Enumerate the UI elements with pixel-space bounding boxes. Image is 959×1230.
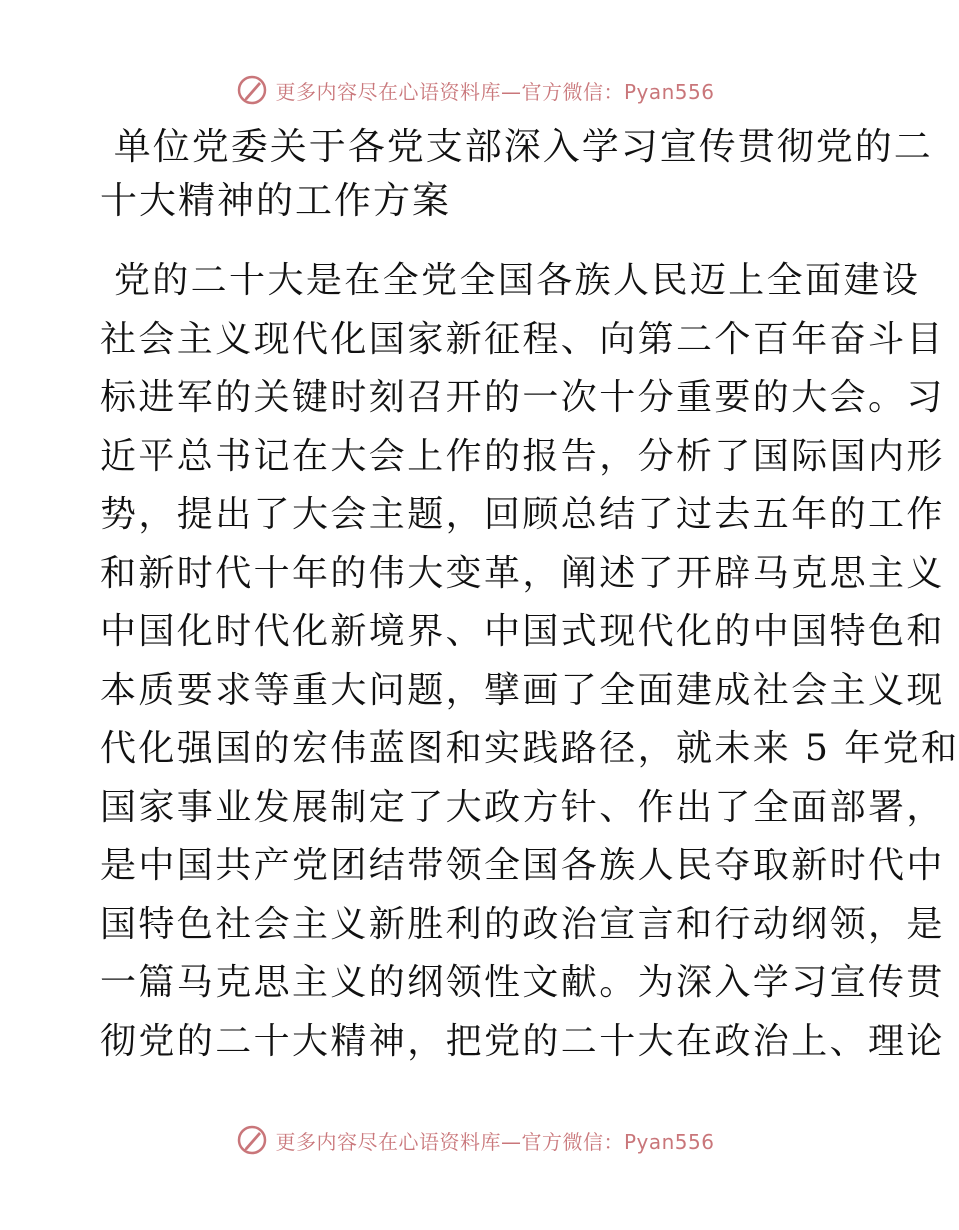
paragraph-line: 近平总书记在大会上作的报告，分析了国际国内形 xyxy=(100,435,945,477)
paragraph-line: 国特色社会主义新胜利的政治宣言和行动纲领，是 xyxy=(100,903,945,945)
feather-pen-logo-icon xyxy=(235,73,269,107)
watermark-text: 更多内容尽在心语资料库—官方微信：Pyan556 xyxy=(275,1129,715,1154)
watermark-text: 更多内容尽在心语资料库—官方微信：Pyan556 xyxy=(275,79,715,104)
paragraph-line: 代化强国的宏伟蓝图和实践路径，就未来 5 年党和 xyxy=(100,728,959,769)
title-line: 单位党委关于各党支部深入学习宣传贯彻党的二 xyxy=(100,125,933,168)
feather-pen-logo-icon xyxy=(235,1123,269,1157)
paragraph-line: 中国化时代化新境界、中国式现代化的中国特色和 xyxy=(100,611,945,652)
header-watermark xyxy=(0,70,950,110)
paragraph-line: 本质要求等重大问题，擘画了全面建成社会主义现 xyxy=(100,669,945,711)
paragraph-line: 彻党的二十大精神，把党的二十大在政治上、理论 xyxy=(100,1020,945,1062)
paragraph-line: 党的二十大是在全党全国各族人民迈上全面建设 xyxy=(100,260,921,301)
paragraph-line: 一篇马克思主义的纲领性文献。为深入学习宣传贯 xyxy=(100,962,945,1003)
document-body-paragraph xyxy=(100,252,959,1071)
footer-watermark xyxy=(0,1120,950,1160)
paragraph-line: 标进军的关键时刻召开的一次十分重要的大会。习 xyxy=(100,377,945,418)
paragraph-line: 和新时代十年的伟大变革，阐述了开辟马克思主义 xyxy=(100,552,945,594)
paragraph-line: 国家事业发展制定了大政方针、作出了全面部署， xyxy=(100,786,945,828)
paragraph-line: 是中国共产党团结带领全国各族人民夺取新时代中 xyxy=(100,845,945,886)
document-title xyxy=(100,120,933,228)
paragraph-line: 社会主义现代化国家新征程、向第二个百年奋斗目 xyxy=(100,318,945,360)
paragraph-line: 势，提出了大会主题，回顾总结了过去五年的工作 xyxy=(100,494,945,535)
title-line: 十大精神的工作方案 xyxy=(100,179,451,222)
